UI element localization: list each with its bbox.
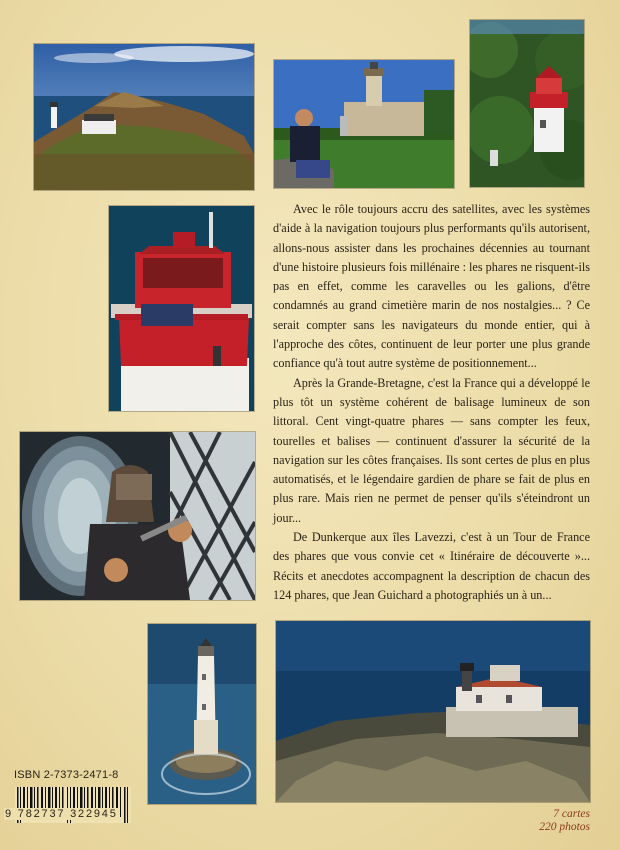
- photo-island-buildings: [276, 621, 590, 802]
- maps-count: 7 cartes: [553, 808, 590, 820]
- photo-forest-lighthouse: [470, 20, 584, 187]
- content-counts: [520, 808, 590, 833]
- description-text: [273, 200, 590, 605]
- paragraph-france: Après la Grande-Bretagne, c'est la France qui a développé le plus tôt un système cohérent de balisage lumineux de son littoral. Cent vingt-quatre phares — sans compter les feux, tourelles et balises — continuent d'assurer la sécurité de la navigation sur les côtes françaises. Ils sont certes de plus en plus automatisés, et le légendaire gardien de phare se fait de plus en plus rare. Mais rien ne permet de penser qu'ils s'éteindront un jour...: [273, 375, 590, 525]
- photo-lens-keeper: [20, 432, 255, 600]
- isbn: ISBN 2-7373-2471-8: [14, 769, 119, 781]
- photo-red-lantern: [109, 206, 254, 411]
- photo-man-lighthouse: [274, 60, 454, 188]
- photos-count: 220 photos: [539, 820, 590, 833]
- paragraph-itinerary: De Dunkerque aux îles Lavezzi, c'est à un Tour de France des phares que vous convie cet « Itinéraire de découverte »... Récits et anecdotes accompagnent la description de chacun des 124 phares, que Jean Guichard a photographiés un à un...: [273, 530, 590, 602]
- photo-offshore-tower: [148, 624, 256, 804]
- paragraph-satellites: Avec le rôle toujours accru des satellites, avec les systèmes d'aide à la navigation toujours plus performants qu'ils autorisent, allons-nous assister dans les prochaines décennies au tournant d'une histoire plusieurs fois millénaire : les phares ne risquent-ils pas en effet, comme les caravelles ou les galions, d'être condamnés au grand cimetière marin de nos nostalgies... ? Ce serait compter sans les navigateurs du monde entier, qui à l'approche des côtes, continuent de leur porter une plus grande confiance qu'à tout autre système de positionnement...: [273, 202, 590, 371]
- photo-island-lighthouse: [34, 44, 254, 190]
- barcode-number: 9 782737 322945: [5, 808, 118, 820]
